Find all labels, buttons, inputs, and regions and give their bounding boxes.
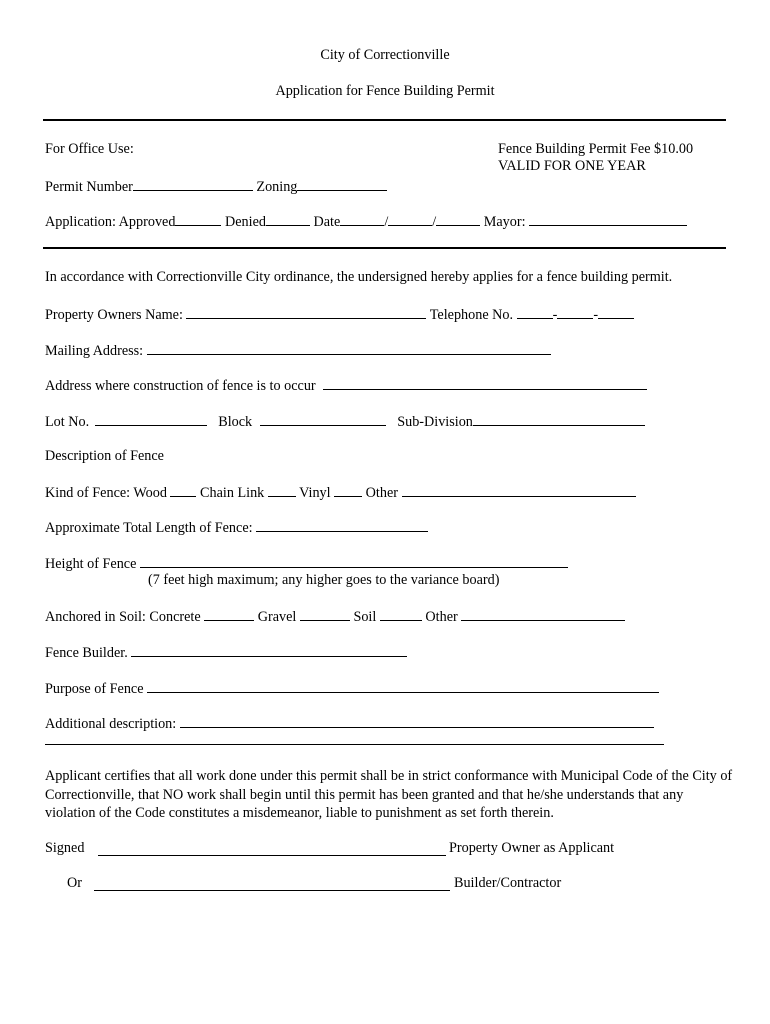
denied-field[interactable] xyxy=(266,212,310,226)
denied-label: Denied xyxy=(224,214,266,230)
top-divider xyxy=(43,119,726,121)
zoning-field[interactable] xyxy=(297,177,387,191)
vinyl-label: Vinyl xyxy=(299,485,331,501)
or-label: Or xyxy=(67,875,82,891)
owner-name-field[interactable] xyxy=(186,305,426,319)
length-field[interactable] xyxy=(256,518,428,532)
mailing-row xyxy=(45,341,551,360)
telephone-dash-2: - xyxy=(593,307,599,323)
concrete-label: Anchored in Soil: Concrete xyxy=(45,609,201,625)
block-field[interactable] xyxy=(260,412,386,426)
wood-label: Kind of Fence: Wood xyxy=(45,485,167,501)
purpose-field[interactable] xyxy=(147,679,659,693)
additional-row xyxy=(45,714,654,733)
soil-label: Soil xyxy=(353,609,377,625)
other-kind-label: Other xyxy=(365,485,398,501)
approved-field[interactable] xyxy=(175,212,221,226)
length-row xyxy=(45,518,428,537)
block-label: Block xyxy=(218,414,253,430)
additional-field[interactable] xyxy=(180,714,654,728)
builder-signature-field[interactable] xyxy=(94,890,450,891)
chain-link-field[interactable] xyxy=(268,483,296,497)
owner-name-label: Property Owners Name: xyxy=(45,307,183,323)
fence-kind-row xyxy=(45,483,636,502)
chain-link-label: Chain Link xyxy=(200,485,265,501)
concrete-field[interactable] xyxy=(204,607,254,621)
date-day-field[interactable] xyxy=(388,212,432,226)
office-use-label: For Office Use: xyxy=(45,141,134,157)
intro-text: In accordance with Correctionville City ordinance, the undersigned hereby applies for a fence building permit. xyxy=(45,269,673,285)
lot-row xyxy=(45,412,645,431)
wood-field[interactable] xyxy=(170,483,196,497)
additional-field-line-2[interactable] xyxy=(45,744,664,745)
height-note: (7 feet high maximum; any higher goes to the variance board) xyxy=(148,572,500,588)
vinyl-field[interactable] xyxy=(334,483,362,497)
owner-row xyxy=(45,305,634,324)
purpose-label: Purpose of Fence xyxy=(45,681,144,697)
telephone-area-field[interactable] xyxy=(517,305,553,319)
middle-divider xyxy=(43,247,726,249)
permit-fee: Fence Building Permit Fee $10.00 xyxy=(498,141,694,157)
telephone-prefix-field[interactable] xyxy=(557,305,593,319)
address-row xyxy=(45,376,647,395)
date-month-field[interactable] xyxy=(340,212,384,226)
other-kind-field[interactable] xyxy=(402,483,636,497)
builder-label: Fence Builder. xyxy=(45,645,128,661)
soil-field[interactable] xyxy=(380,607,422,621)
mailing-field[interactable] xyxy=(147,341,551,355)
additional-label: Additional description: xyxy=(45,716,177,732)
mayor-field[interactable] xyxy=(529,212,687,226)
date-slash-2: / xyxy=(432,214,437,230)
other-anchor-label: Other xyxy=(425,609,458,625)
lot-label: Lot No. xyxy=(45,414,90,430)
telephone-dash: - xyxy=(552,307,558,323)
permit-number-label: Permit Number xyxy=(45,179,133,195)
zoning-label: Zoning xyxy=(256,179,298,195)
page-title: Application for Fence Building Permit xyxy=(275,83,495,99)
city-name: City of Correctionville xyxy=(320,47,450,63)
date-slash: / xyxy=(384,214,389,230)
lot-field[interactable] xyxy=(95,412,207,426)
telephone-label: Telephone No. xyxy=(429,307,514,323)
height-row xyxy=(45,554,568,573)
address-field[interactable] xyxy=(323,376,647,390)
subdivision-label: Sub-Division xyxy=(397,414,473,430)
signed-label: Signed xyxy=(45,840,85,856)
mailing-label: Mailing Address: xyxy=(45,343,144,359)
date-year-field[interactable] xyxy=(436,212,480,226)
mayor-label: Mayor: xyxy=(483,214,526,230)
owner-signature-field[interactable] xyxy=(98,855,446,856)
valid-note: VALID FOR ONE YEAR xyxy=(498,158,646,174)
approved-label: Application: Approved xyxy=(45,214,176,230)
purpose-row xyxy=(45,679,659,698)
builder-field[interactable] xyxy=(131,643,407,657)
address-label: Address where construction of fence is to occur xyxy=(45,378,316,394)
other-anchor-field[interactable] xyxy=(461,607,625,621)
builder-row xyxy=(45,643,407,662)
owner-role-label: Property Owner as Applicant xyxy=(449,840,615,856)
height-label: Height of Fence xyxy=(45,556,137,572)
builder-role-label: Builder/Contractor xyxy=(454,875,562,891)
height-field[interactable] xyxy=(140,554,568,568)
gravel-field[interactable] xyxy=(300,607,350,621)
permit-number-row xyxy=(45,177,387,196)
application-status-row xyxy=(45,212,687,231)
length-label: Approximate Total Length of Fence: xyxy=(45,520,253,536)
telephone-line-field[interactable] xyxy=(598,305,634,319)
date-label: Date xyxy=(313,214,341,230)
subdivision-field[interactable] xyxy=(473,412,645,426)
permit-number-field[interactable] xyxy=(133,177,253,191)
gravel-label: Gravel xyxy=(257,609,297,625)
description-heading: Description of Fence xyxy=(45,448,164,464)
anchored-row xyxy=(45,607,625,626)
certification-text: Applicant certifies that all work done under this permit shall be in strict conformance with Municipal Code of the City of Correctionville, that NO work shall begin until this permit has been granted and that he/she understands that any violation of the Code constitutes a misdemeanor, liable to punishment as set forth therein. xyxy=(45,768,733,821)
